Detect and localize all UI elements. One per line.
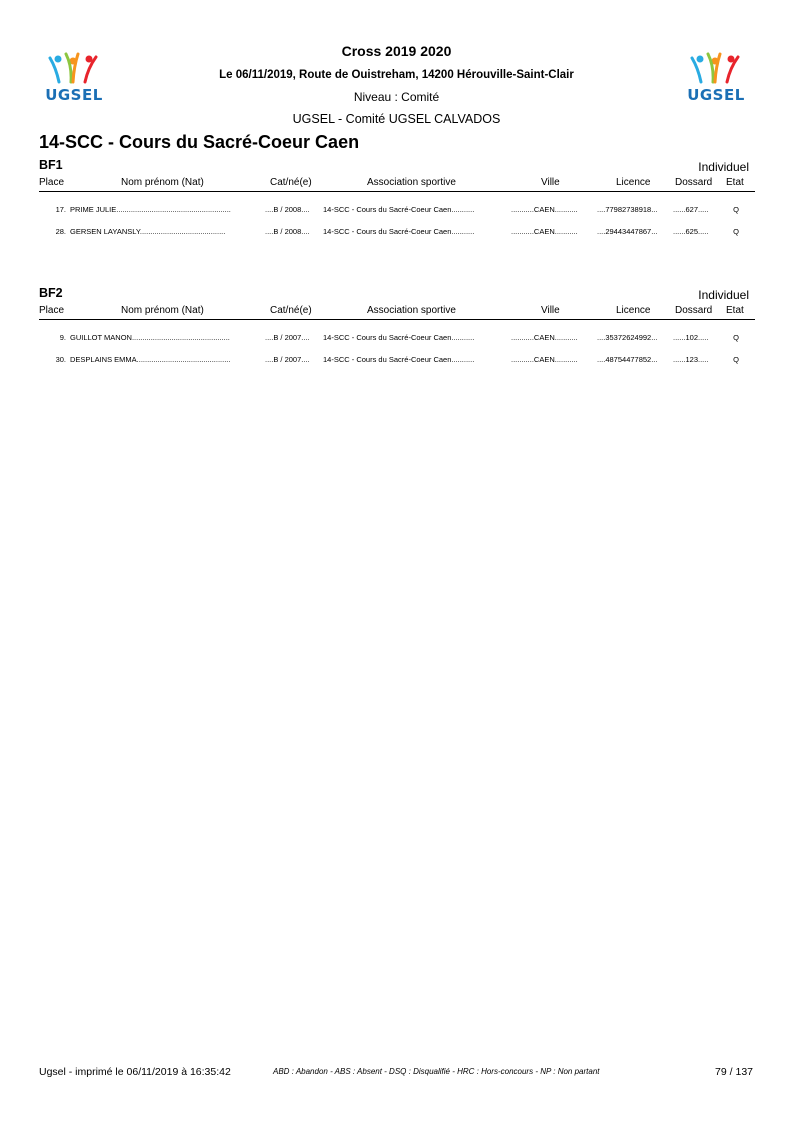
licence-cell: ....35372624992... <box>597 333 658 342</box>
table-row <box>39 333 755 345</box>
col-place: Place <box>39 177 65 188</box>
table-header <box>39 305 755 320</box>
etat-cell: Q <box>733 355 739 364</box>
place-cell: 30. <box>55 355 66 364</box>
assoc-cell: 14-SCC - Cours du Sacré-Coeur Caen........... <box>323 205 475 214</box>
ville-cell: ...........CAEN........... <box>511 227 578 236</box>
committee-label: UGSEL - Comité UGSEL CALVADOS <box>292 112 501 126</box>
cat-cell: ....B / 2008.... <box>265 227 310 236</box>
etat-cell: Q <box>733 333 739 342</box>
col-licence: Licence <box>616 305 651 316</box>
page-title: Cross 2019 2020 <box>341 43 452 59</box>
ugsel-figures-icon <box>684 52 748 86</box>
club-title: 14-SCC - Cours du Sacré-Coeur Caen <box>39 132 360 152</box>
col-cat: Cat/né(e) <box>270 305 312 316</box>
logo-text: UGSEL <box>45 86 103 104</box>
place-cell: 28. <box>55 227 66 236</box>
page-footer <box>39 1066 755 1080</box>
etat-cell: Q <box>733 227 739 236</box>
ugsel-logo-left <box>42 52 106 108</box>
table-header <box>39 177 755 192</box>
group-type: Individuel <box>698 160 749 174</box>
dossard-cell: ......625..... <box>673 227 709 236</box>
name-cell: DESPLAINS EMMA............................................. <box>70 355 231 364</box>
ugsel-figures-icon <box>42 52 106 86</box>
assoc-cell: 14-SCC - Cours du Sacré-Coeur Caen........... <box>323 227 475 236</box>
col-assoc: Association sportive <box>367 177 456 188</box>
group-type: Individuel <box>698 288 749 302</box>
ville-cell: ...........CAEN........... <box>511 205 578 214</box>
name-cell: GUILLOT MANON............................................... <box>70 333 230 342</box>
page-number: 79 / 137 <box>715 1066 753 1078</box>
status-legend: ABD : Abandon - ABS : Absent - DSQ : Disqualifié - HRC : Hors-concours - NP : Non partant <box>273 1067 600 1076</box>
cat-cell: ....B / 2008.... <box>265 205 310 214</box>
col-dossard: Dossard <box>675 305 713 316</box>
col-dossard: Dossard <box>675 177 713 188</box>
table-row <box>39 355 755 367</box>
place-cell: 9. <box>59 333 66 342</box>
dossard-cell: ......627..... <box>673 205 709 214</box>
level-label: Niveau : Comité <box>353 90 440 104</box>
cat-cell: ....B / 2007.... <box>265 355 310 364</box>
col-name: Nom prénom (Nat) <box>121 177 204 188</box>
dossard-cell: ......123..... <box>673 355 709 364</box>
col-ville: Ville <box>541 305 560 316</box>
col-etat: Etat <box>726 177 744 188</box>
ugsel-logo-right <box>684 52 748 108</box>
table-row <box>39 205 755 217</box>
printed-timestamp: Ugsel - imprimé le 06/11/2019 à 16:35:42 <box>39 1066 231 1078</box>
event-subtitle: Le 06/11/2019, Route de Ouistreham, 14200 Hérouville-Saint-Clair <box>219 69 574 81</box>
name-cell: GERSEN LAYANSLY......................................... <box>70 227 226 236</box>
assoc-cell: 14-SCC - Cours du Sacré-Coeur Caen........... <box>323 355 475 364</box>
ville-cell: ...........CAEN........... <box>511 333 578 342</box>
group-name: BF1 <box>39 158 63 172</box>
table-row <box>39 227 755 239</box>
col-assoc: Association sportive <box>367 305 456 316</box>
assoc-cell: 14-SCC - Cours du Sacré-Coeur Caen........... <box>323 333 475 342</box>
place-cell: 17. <box>55 205 66 214</box>
col-ville: Ville <box>541 177 560 188</box>
col-etat: Etat <box>726 305 744 316</box>
licence-cell: ....77982738918... <box>597 205 658 214</box>
logo-text: UGSEL <box>687 86 745 104</box>
cat-cell: ....B / 2007.... <box>265 333 310 342</box>
name-cell: PRIME JULIE....................................................... <box>70 205 231 214</box>
col-licence: Licence <box>616 177 651 188</box>
group-bf2 <box>39 286 755 376</box>
group-bf1 <box>39 158 755 248</box>
licence-cell: ....48754477852... <box>597 355 658 364</box>
ville-cell: ...........CAEN........... <box>511 355 578 364</box>
group-name: BF2 <box>39 286 63 300</box>
etat-cell: Q <box>733 205 739 214</box>
dossard-cell: ......102..... <box>673 333 709 342</box>
col-name: Nom prénom (Nat) <box>121 305 204 316</box>
col-place: Place <box>39 305 65 316</box>
col-cat: Cat/né(e) <box>270 177 312 188</box>
licence-cell: ....29443447867... <box>597 227 658 236</box>
